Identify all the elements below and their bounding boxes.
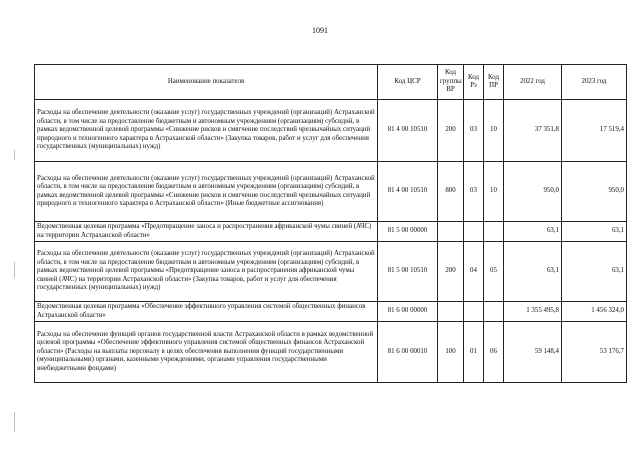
table-row <box>35 222 627 242</box>
row-name: Расходы на обеспечение деятельности (оказание услуг) государственных учреждений (организаций) Астраханской области, в том числе на предоставление бюджетным и автономным учреждениям (организациям) субсидий, в рамках ведомственной целевой программы «Снижение рисков и смягчение последствий чрезвычайных ситуаций природного и техногенного характера в Астраханской области» (Иные бюджетные ассигнования) <box>35 162 378 222</box>
header-2022: 2022 год <box>504 65 562 100</box>
row-csr: 81 5 00 00000 <box>378 222 438 242</box>
row-vr: 200 <box>438 242 464 302</box>
row-name: Ведомственная целевая программа «Обеспечение эффективного управления системой общественных финансов Астраханской области» <box>35 302 378 322</box>
row-vr: 800 <box>438 162 464 222</box>
row-2022: 950,0 <box>504 162 562 222</box>
row-2022: 37 351,8 <box>504 100 562 162</box>
row-2023: 63,1 <box>562 222 627 242</box>
row-2023: 63,1 <box>562 242 627 302</box>
row-2023: 17 519,4 <box>562 100 627 162</box>
table-row <box>35 242 627 302</box>
budget-table <box>34 64 627 383</box>
table-row <box>35 302 627 322</box>
header-pr: Код ПР <box>484 65 504 100</box>
row-pr: 05 <box>484 242 504 302</box>
row-vr: 200 <box>438 100 464 162</box>
row-2023: 1 456 324,0 <box>562 302 627 322</box>
row-pr: 06 <box>484 322 504 383</box>
row-pr <box>484 302 504 322</box>
row-rz: 01 <box>464 322 484 383</box>
row-vr <box>438 302 464 322</box>
row-rz <box>464 222 484 242</box>
row-rz: 03 <box>464 162 484 222</box>
row-2022: 59 148,4 <box>504 322 562 383</box>
header-2023: 2023 год <box>562 65 627 100</box>
row-rz: 04 <box>464 242 484 302</box>
row-name: Расходы на обеспечение деятельности (оказание услуг) государственных учреждений (организаций) Астраханской области, в том числе на предоставление бюджетным и автономным учреждениям (организациям) субсидий, в рамках ведомственной целевой программы «Предотвращение заноса и распространения африканской чумы свиней (АЧС) на территории Астраханской области» (Закупка товаров, работ и услуг для обеспечения государственных (муниципальных) нужд) <box>35 242 378 302</box>
table-row <box>35 100 627 162</box>
row-csr: 81 4 00 10510 <box>378 100 438 162</box>
row-csr: 81 6 00 00000 <box>378 302 438 322</box>
row-vr <box>438 222 464 242</box>
header-csr: Код ЦСР <box>378 65 438 100</box>
row-csr: 81 6 00 00010 <box>378 322 438 383</box>
row-pr: 10 <box>484 100 504 162</box>
row-vr: 100 <box>438 322 464 383</box>
table-row <box>35 162 627 222</box>
header-rz: Код Рз <box>464 65 484 100</box>
row-name: Расходы на обеспечение деятельности (оказание услуг) государственных учреждений (организаций) Астраханской области, в том числе на предоставление бюджетным и автономным учреждениям (организациям) субсидий, в рамках ведомственной целевой программы «Снижение рисков и смягчение последствий чрезвычайных ситуаций природного и техногенного характера в Астраханской области» (Закупка товаров, работ и услуг для обеспечения государственных (муниципальных) нужд) <box>35 100 378 162</box>
row-2023: 53 176,7 <box>562 322 627 383</box>
header-name: Наименование показателя <box>35 65 378 100</box>
scan-margin-mark <box>14 262 15 278</box>
scan-margin-mark <box>14 150 15 160</box>
row-pr: 10 <box>484 162 504 222</box>
row-csr: 81 5 00 10510 <box>378 242 438 302</box>
row-name: Ведомственная целевая программа «Предотвращение заноса и распространения африканской чумы свиней (АЧС) на территории Астраханской области» <box>35 222 378 242</box>
table-header-row <box>35 65 627 100</box>
table-row <box>35 322 627 383</box>
page-number: 1091 <box>312 26 328 35</box>
row-name: Расходы на обеспечение функций органов государственной власти Астраханской области в рамках ведомственной целевой программы «Обеспечение эффективного управления системой общественных финансов Астраханской области» (Расходы на выплаты персоналу в целях обеспечения выполнения функций государственными (муниципальными) органами, казенными учреждениями, органами управления государственными внебюджетными фондами) <box>35 322 378 383</box>
header-vr: Код группы ВР <box>438 65 464 100</box>
row-2022: 63,1 <box>504 222 562 242</box>
scan-margin-mark <box>14 412 15 432</box>
row-csr: 81 4 00 10510 <box>378 162 438 222</box>
row-2022: 63,1 <box>504 242 562 302</box>
row-rz: 03 <box>464 100 484 162</box>
row-2023: 950,0 <box>562 162 627 222</box>
row-pr <box>484 222 504 242</box>
row-2022: 1 355 495,8 <box>504 302 562 322</box>
row-rz <box>464 302 484 322</box>
